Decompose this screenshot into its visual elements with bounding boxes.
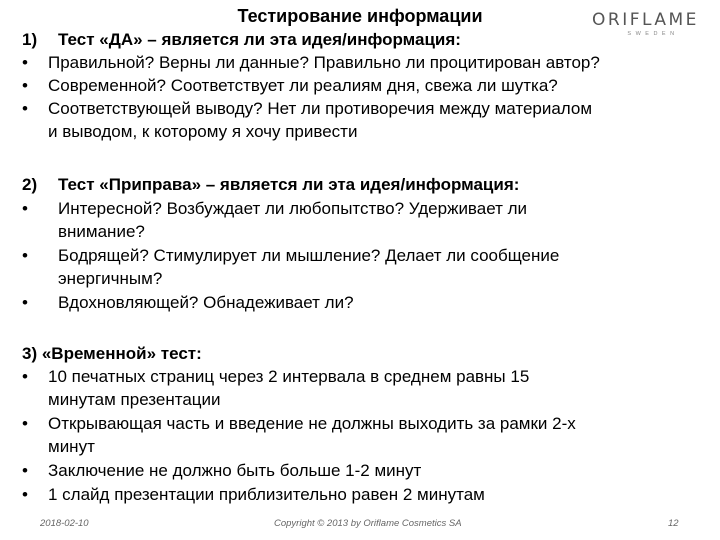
list-item-text: Интересной? Возбуждает ли любопытство? Удерживает ли [58,199,528,218]
section-3-heading-text: 3) «Временной» тест: [22,344,202,363]
bullet-icon: • [22,367,28,386]
logo-subtitle: SWEDEN [627,31,679,37]
list-item-text: энергичным? [58,269,163,288]
footer-copyright: Copyright © 2013 by Oriflame Cosmetics SA [274,518,462,529]
list-item-text: 10 печатных страниц через 2 интервала в среднем равны 15 [48,367,530,386]
page-number: 12 [668,518,679,529]
list-item-text: Вдохновляющей? Обнадеживает ли? [58,293,354,312]
bullet-icon: • [22,99,28,118]
list-item-text: минутам презентации [48,390,221,409]
list-item-text: и выводом, к которому я хочу привести [48,122,358,141]
list-item-text: Открывающая часть и введение не должны выходить за рамки 2-х [48,414,576,433]
bullet-icon: • [22,76,28,95]
bullet-icon: • [22,246,28,265]
list-item-text: минут [48,437,95,456]
section-1-heading-text: Тест «ДА» – является ли эта идея/информация: [58,30,461,49]
list-item-text: Правильной? Верны ли данные? Правильно ли процитирован автор? [48,53,600,72]
bullet-icon: • [22,199,28,218]
list-item-text: Соответствующей выводу? Нет ли противоречия между материалом [48,99,593,118]
slide-title: Тестирование информации [237,6,483,26]
bullet-icon: • [22,293,28,312]
list-item-text: 1 слайд презентации приблизительно равен 2 минутам [48,485,485,504]
list-item-text: Заключение не должно быть больше 1-2 минут [48,461,422,480]
bullet-icon: • [22,461,28,480]
section-2-number: 2) [22,175,38,194]
bullet-icon: • [22,53,28,72]
logo-wordmark: ORIFLAME [592,10,699,30]
section-2-heading-text: Тест «Приправа» – является ли эта идея/информация: [58,175,520,194]
list-item-text: внимание? [58,222,145,241]
footer-date: 2018-02-10 [40,518,89,529]
bullet-icon: • [22,414,28,433]
section-1-number: 1) [22,30,38,49]
list-item-text: Современной? Соответствует ли реалиям дня, свежа ли шутка? [48,76,558,95]
oriflame-logo [592,11,700,41]
bullet-icon: • [22,485,28,504]
list-item-text: Бодрящей? Стимулирует ли мышление? Делает ли сообщение [58,246,560,265]
